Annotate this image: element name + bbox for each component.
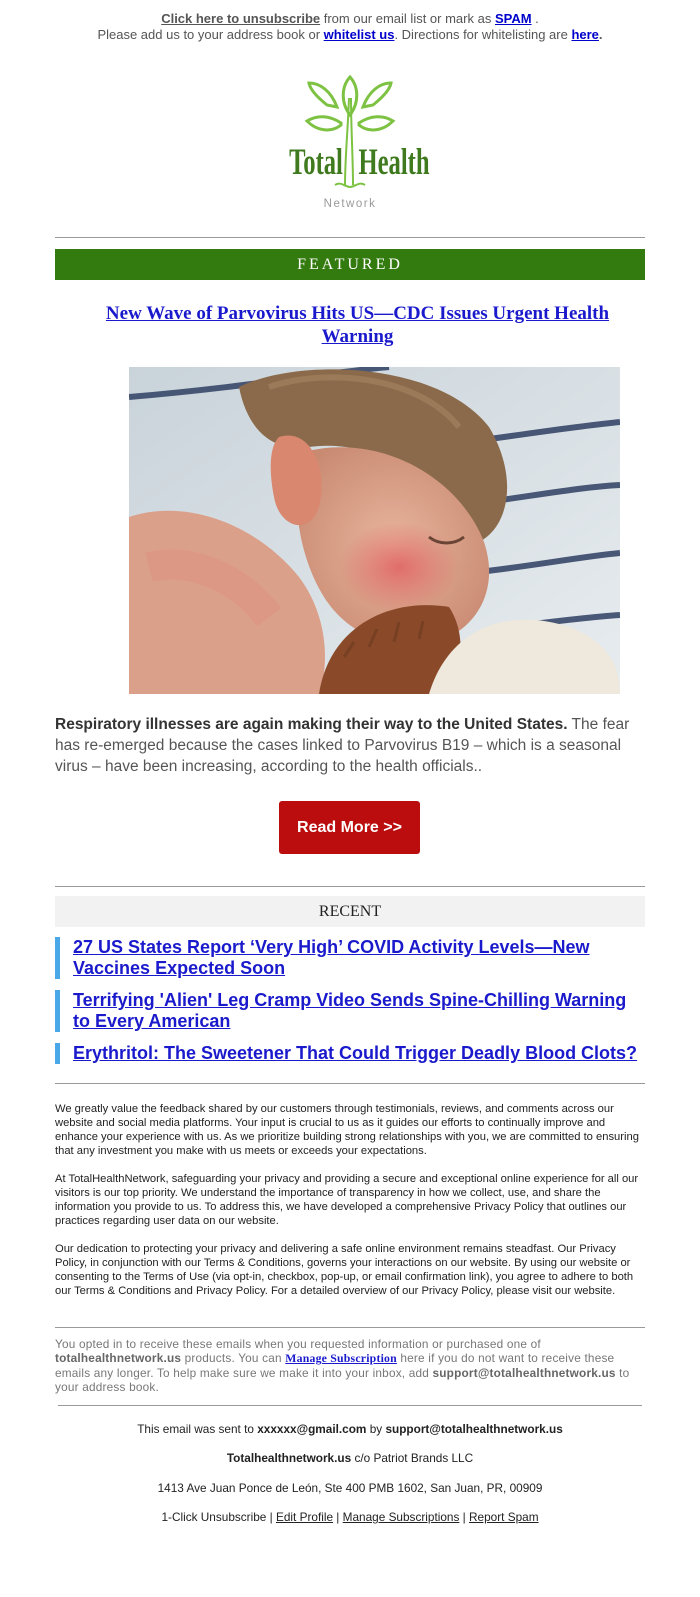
featured-teaser-bold: Respiratory illnesses are again making their way to the United States. — [55, 716, 568, 733]
footer-text: by — [366, 1422, 386, 1436]
opt-in-notice — [55, 1337, 645, 1394]
recent-article-item — [55, 937, 645, 979]
read-more-button[interactable]: Read More >> — [279, 801, 420, 854]
logo-word-network: Network — [323, 198, 377, 210]
recent-article-item — [55, 990, 645, 1032]
top-notice-line-1 — [55, 11, 645, 27]
featured-section-bar: FEATURED — [55, 249, 645, 280]
divider — [58, 1405, 642, 1406]
footer-text: c/o Patriot Brands LLC — [351, 1451, 474, 1465]
legal-paragraph-testimonials: We greatly value the feedback shared by our customers through testimonials, reviews, and comments across our website and social media platforms. Your input is crucial to us as it guides our efforts to continually improve and enhance your experience with us. As we prioritize building strong relationships with you, we are committed to ensuring that any investment you make with us meets or exceeds your expectations. — [55, 1103, 639, 1157]
recent-article-link-3[interactable]: Erythritol: The Sweetener That Could Trigger Deadly Blood Clots? — [73, 1043, 638, 1063]
footer-separator: | — [459, 1510, 470, 1524]
featured-teaser-text: The fear has re-emerged because the cases linked to Parvovirus B19 – which is a seasonal virus – have been increasing, according to the health officials.. — [55, 716, 630, 775]
opt-in-text: to your address book. — [55, 1365, 630, 1394]
top-notice-line-2 — [55, 27, 645, 43]
report-spam-link[interactable]: Report Spam — [469, 1510, 539, 1524]
whitelist-link[interactable]: whitelist us — [323, 27, 395, 42]
top-notice-text: . — [531, 11, 539, 26]
recipient-email: xxxxxx@gmail.com — [257, 1422, 367, 1436]
featured-headline — [78, 302, 638, 348]
featured-article-image[interactable] — [129, 367, 620, 694]
top-notice-text: . Directions for whitelisting are — [394, 27, 572, 42]
opt-in-text: products. You can — [181, 1351, 286, 1366]
legal-paragraph-terms: Our dedication to protecting your privacy and delivering a safe online environment remains steadfast. Our Privacy Policy, in conjunction with our Terms & Conditions, governs your interactions on our website. By using our website or consenting to the Terms of Use (via opt-in, checkbox, pop-up, or email confirmation link), you agree to adhere to both our Terms & Conditions and Privacy Policy. For a detailed overview of our Privacy Policy, please visit our website. — [55, 1243, 634, 1297]
one-click-unsubscribe-label: 1-Click Unsubscribe — [161, 1510, 267, 1524]
opt-in-text: here if you do not want to receive these emails any longer. To help make sure we make it into your inbox, add — [55, 1351, 615, 1380]
company-name: Totalhealthnetwork.us — [226, 1451, 352, 1465]
footer-text: This email was sent to — [137, 1422, 258, 1436]
logo-word-health: Health — [358, 141, 430, 183]
total-health-network-logo[interactable] — [265, 73, 435, 213]
support-email: support@totalhealthnetwork.us — [432, 1365, 616, 1380]
recent-article-item — [55, 1043, 645, 1064]
legal-paragraph-privacy: At TotalHealthNetwork, safeguarding your privacy and providing a secure and exceptional online experience for all our visitors is our top priority. We understand the importance of transparency in how we collect, use, and share the information you provide to us. To address this, we have developed a comprehensive Privacy Policy that outlines our practices regarding user data on our website. — [55, 1173, 639, 1227]
divider — [55, 886, 645, 887]
footer-company-line — [55, 1451, 645, 1465]
sender-email: support@totalhealthnetwork.us — [385, 1422, 563, 1436]
divider — [55, 1327, 645, 1328]
top-notice-text: from our email list or mark as — [320, 11, 495, 26]
legal-text — [55, 1102, 645, 1298]
logo-word-total: Total — [289, 141, 343, 183]
divider — [55, 1083, 645, 1084]
top-notice-text: Please add us to your address book or — [97, 27, 324, 42]
edit-profile-link[interactable]: Edit Profile — [275, 1510, 334, 1524]
footer-separator: | — [333, 1510, 343, 1524]
recent-article-link-1[interactable]: 27 US States Report ‘Very High’ COVID Activity Levels—New Vaccines Expected Soon — [73, 937, 590, 978]
unsubscribe-link[interactable]: Click here to unsubscribe — [161, 11, 321, 26]
opt-in-domain: totalhealthnetwork.us — [55, 1351, 182, 1366]
featured-teaser — [55, 714, 645, 777]
spam-link[interactable]: SPAM — [494, 11, 532, 26]
divider — [55, 237, 645, 238]
top-notice — [55, 0, 645, 43]
manage-subscriptions-link[interactable]: Manage Subscriptions — [342, 1510, 460, 1524]
manage-subscription-link[interactable]: Manage Subscription — [285, 1351, 397, 1366]
whitelist-directions-link[interactable]: here — [571, 27, 599, 42]
footer-links — [55, 1510, 645, 1524]
opt-in-text: You opted in to receive these emails when you requested information or purchased one of — [55, 1337, 541, 1351]
top-notice-text: . — [598, 27, 603, 42]
footer-separator: | — [266, 1510, 276, 1524]
email-container — [55, 0, 645, 1524]
recent-section-bar: RECENT — [55, 896, 645, 927]
footer-address: 1413 Ave Juan Ponce de León, Ste 400 PMB 1602, San Juan, PR, 00909 — [157, 1481, 543, 1495]
footer-sent-line — [55, 1422, 645, 1436]
featured-headline-link[interactable]: New Wave of Parvovirus Hits US—CDC Issues Urgent Health Warning — [105, 303, 610, 347]
recent-article-link-2[interactable]: Terrifying 'Alien' Leg Cramp Video Sends Spine-Chilling Warning to Every American — [73, 990, 627, 1031]
